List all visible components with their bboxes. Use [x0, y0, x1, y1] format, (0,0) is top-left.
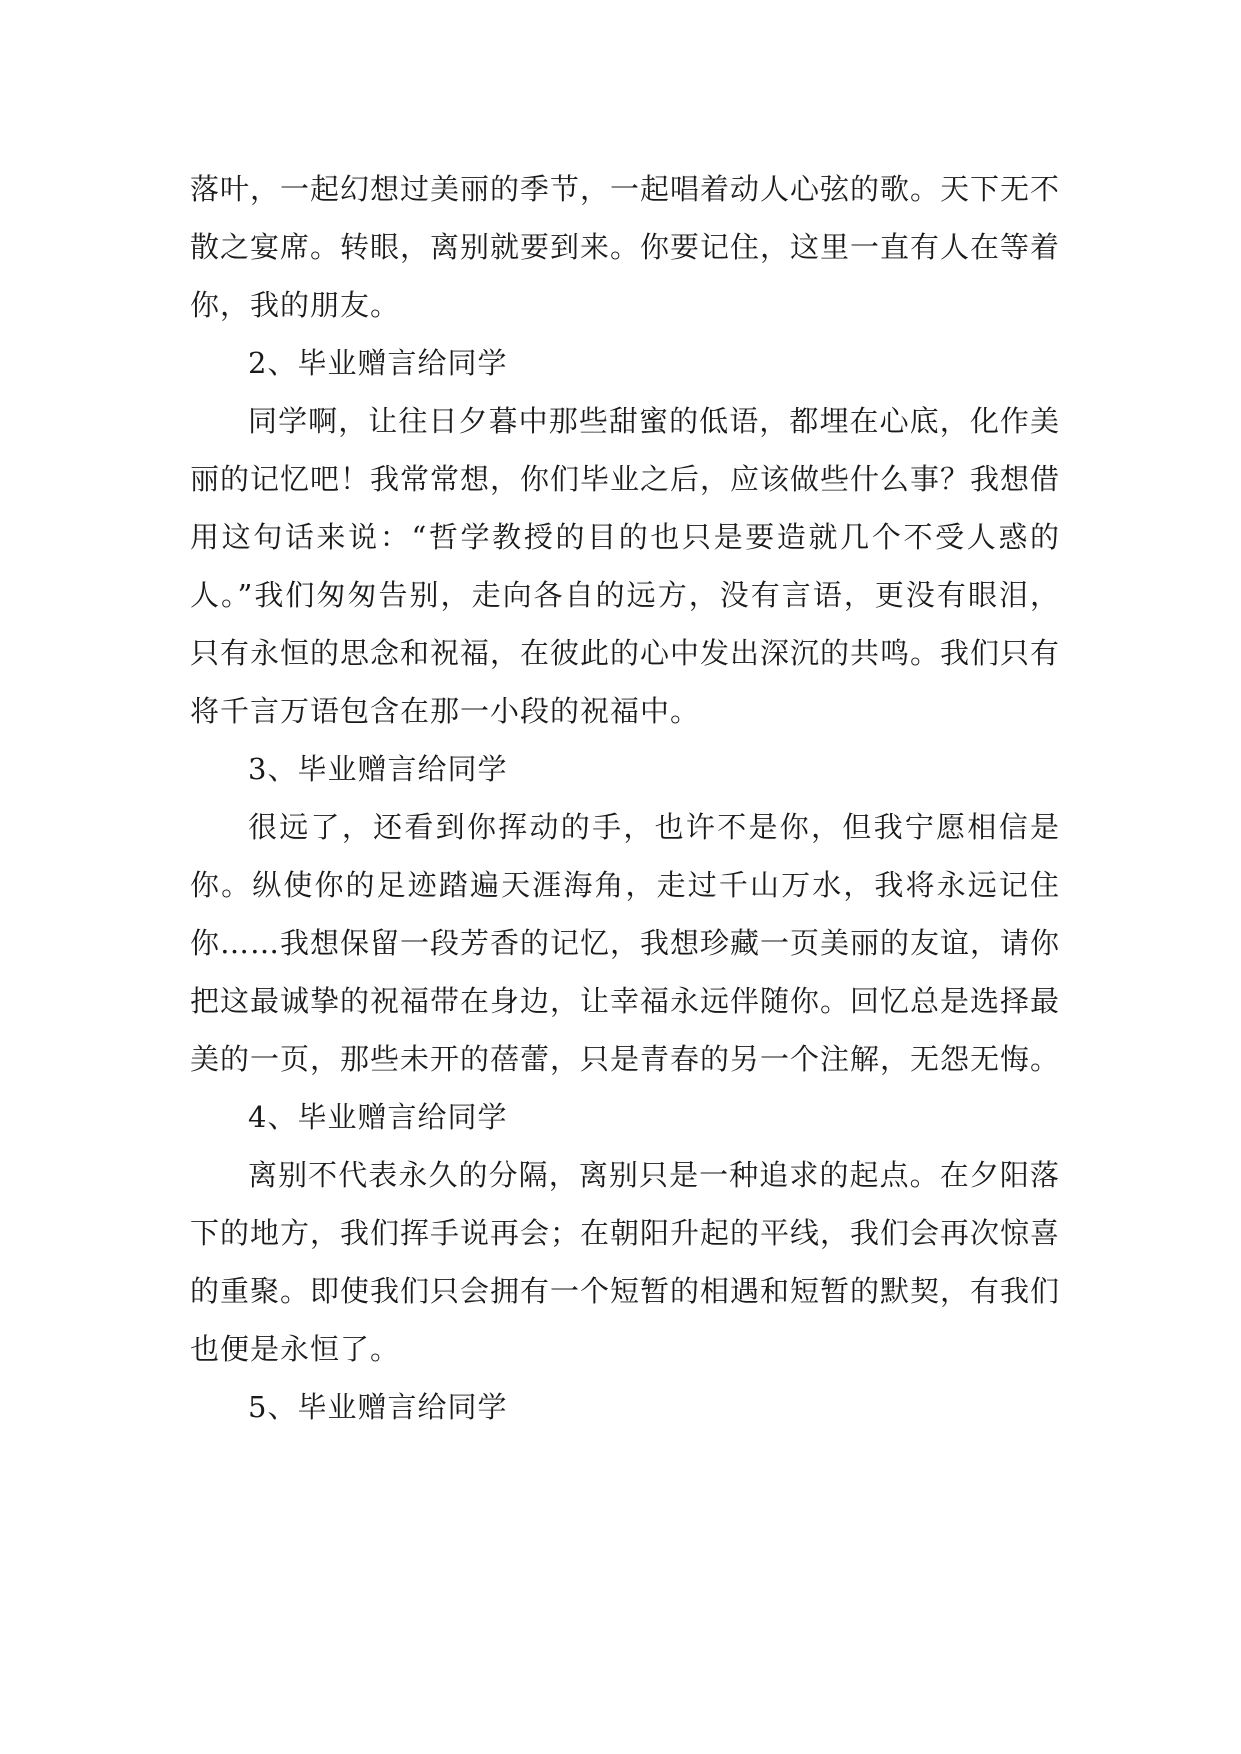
paragraph-3: 很远了，还看到你挥动的手，也许不是你，但我宁愿相信是你。纵使你的足迹踏遍天涯海角，走过千山万水，我将永远记住你……我想保留一段芳香的记忆，我想珍藏一页美丽的友谊，请你把这最诚挚的祝福带在身边，让幸福永远伴随你。回忆总是选择最美的一页，那些未开的蓓蕾，只是青春的另一个注解，无怨无悔。: [190, 810, 1061, 1076]
section-heading-5: 5、毕业赠言给同学: [248, 1390, 508, 1424]
paragraph-2: 同学啊，让往日夕暮中那些甜蜜的低语，都埋在心底，化作美丽的记忆吧！我常常想，你们毕业之后，应该做些什么事？我想借用这句话来说：“哲学教授的目的也只是要造就几个不受人惑的人。”我们匆匆告别，走向各自的远方，没有言语，更没有眼泪，只有永恒的思念和祝福，在彼此的心中发出深沉的共鸣。我们只有将千言万语包含在那一小段的祝福中。: [190, 404, 1061, 728]
section-heading-3: 3、毕业赠言给同学: [248, 752, 508, 786]
paragraph-4: 离别不代表永久的分隔，离别只是一种追求的起点。在夕阳落下的地方，我们挥手说再会；在朝阳升起的平线，我们会再次惊喜的重聚。即使我们只会拥有一个短暂的相遇和短暂的默契，有我们也便是永恒了。: [190, 1158, 1061, 1366]
section-heading-4: 4、毕业赠言给同学: [248, 1100, 508, 1134]
document-body: [190, 160, 1060, 1436]
section-heading-2: 2、毕业赠言给同学: [248, 346, 508, 380]
paragraph-continued: 落叶，一起幻想过美丽的季节，一起唱着动人心弦的歌。天下无不散之宴席。转眼，离别就要到来。你要记住，这里一直有人在等着你，我的朋友。: [190, 172, 1061, 322]
